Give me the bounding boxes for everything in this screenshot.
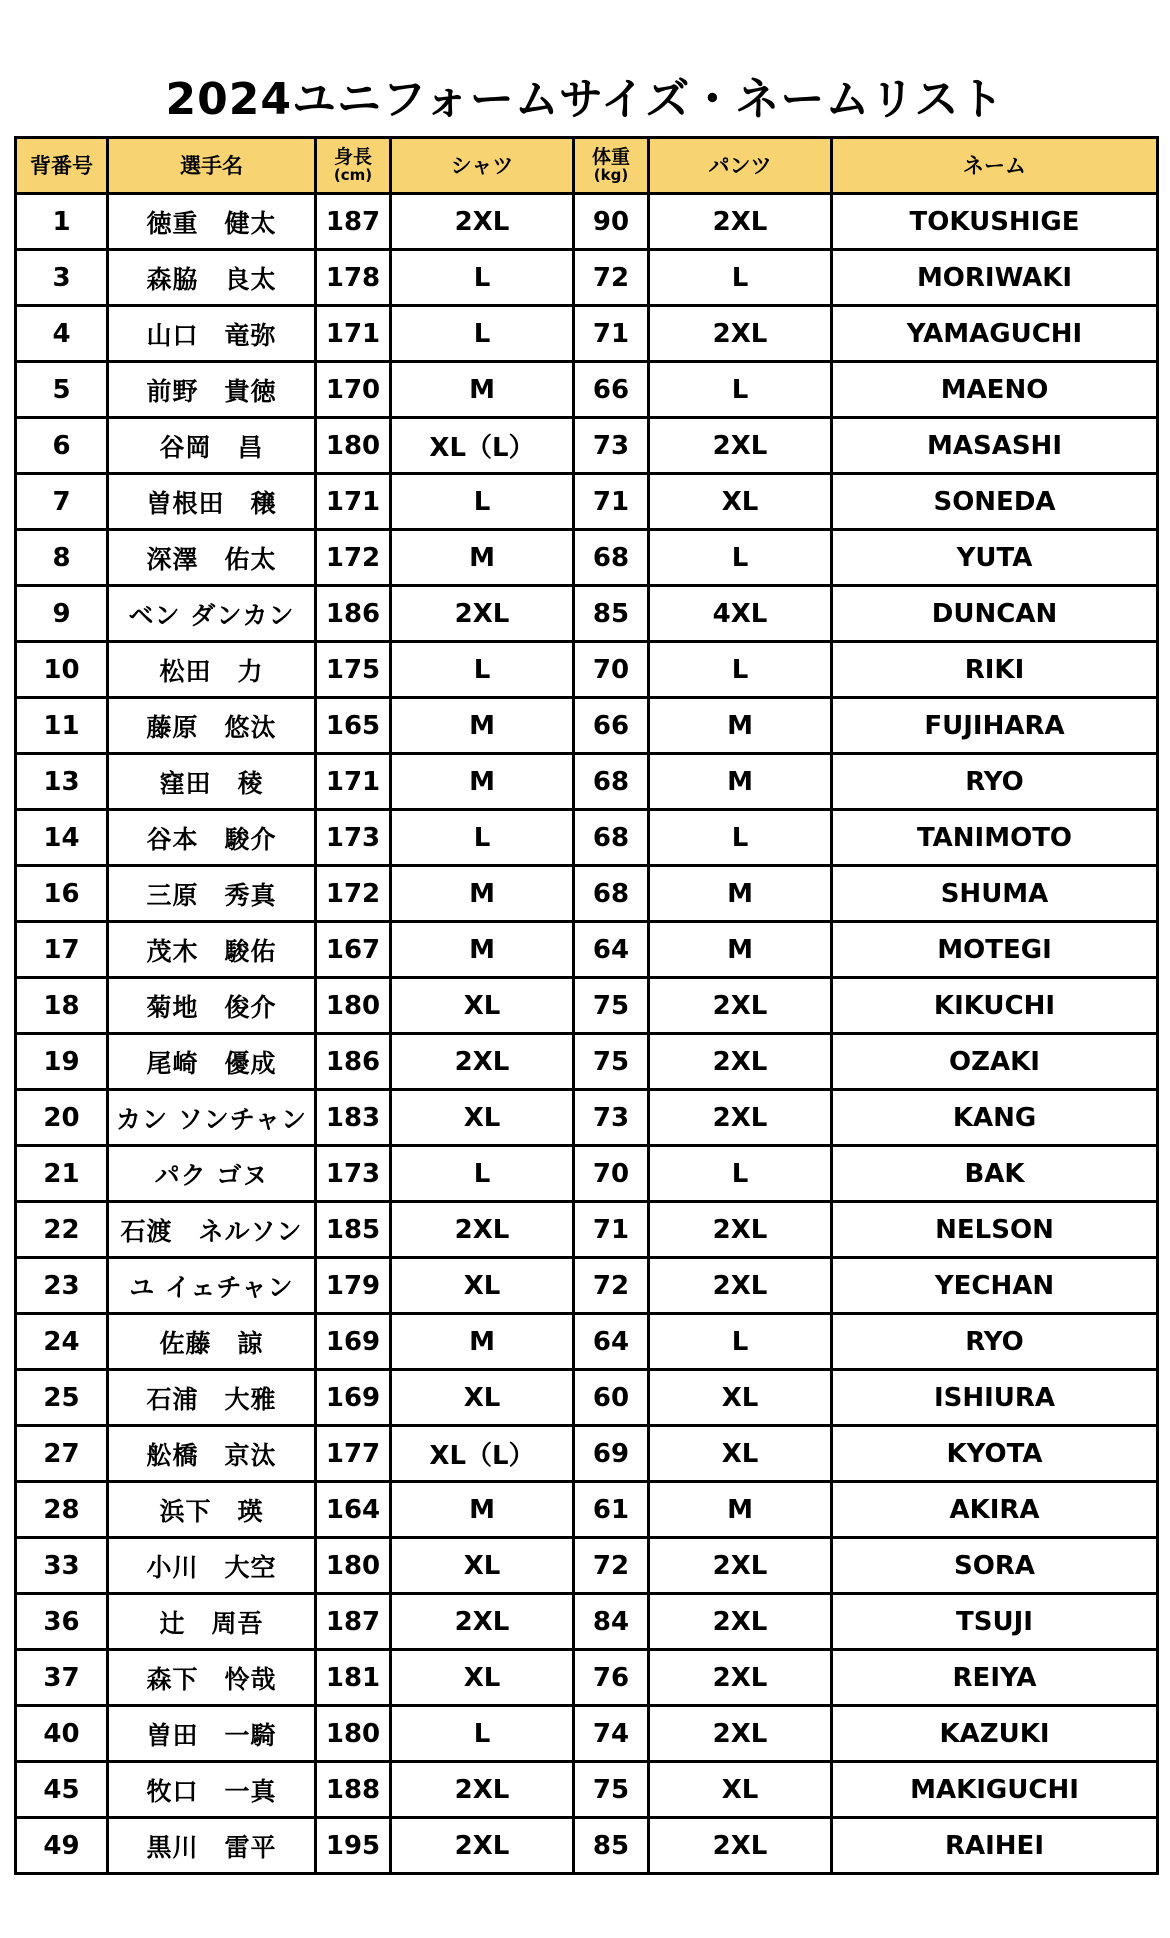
cell-shirt-size: 2XL	[391, 1818, 574, 1874]
cell-height: 186	[316, 586, 391, 642]
cell-pants-size: 2XL	[649, 1538, 832, 1594]
cell-height: 171	[316, 306, 391, 362]
table-row	[16, 250, 1158, 306]
cell-shirt-size: M	[391, 1482, 574, 1538]
cell-height: 185	[316, 1202, 391, 1258]
cell-player-name: 三原 秀真	[108, 866, 316, 922]
cell-shirt-size: 2XL	[391, 194, 574, 250]
cell-pants-size: 2XL	[649, 1258, 832, 1314]
cell-pants-size: 2XL	[649, 1706, 832, 1762]
table-row	[16, 362, 1158, 418]
cell-weight: 68	[574, 530, 649, 586]
cell-shirt-size: XL	[391, 1258, 574, 1314]
cell-shirt-size: M	[391, 922, 574, 978]
table-row	[16, 1426, 1158, 1482]
cell-shirt-size: XL（L）	[391, 1426, 574, 1482]
cell-pants-size: M	[649, 866, 832, 922]
cell-weight: 66	[574, 362, 649, 418]
cell-pants-size: 2XL	[649, 978, 832, 1034]
cell-player-name: 菊地 俊介	[108, 978, 316, 1034]
header-weight-label: 体重	[591, 146, 630, 168]
cell-height: 186	[316, 1034, 391, 1090]
cell-uniform-name: KYOTA	[832, 1426, 1158, 1482]
cell-weight: 64	[574, 922, 649, 978]
cell-number: 33	[16, 1538, 108, 1594]
cell-uniform-name: BAK	[832, 1146, 1158, 1202]
table-row	[16, 922, 1158, 978]
cell-height: 195	[316, 1818, 391, 1874]
cell-weight: 69	[574, 1426, 649, 1482]
cell-pants-size: 2XL	[649, 1090, 832, 1146]
header-weight-unit: (kg)	[593, 166, 629, 184]
cell-height: 180	[316, 418, 391, 474]
cell-weight: 76	[574, 1650, 649, 1706]
cell-shirt-size: M	[391, 754, 574, 810]
cell-pants-size: M	[649, 1482, 832, 1538]
cell-weight: 74	[574, 1706, 649, 1762]
cell-pants-size: M	[649, 922, 832, 978]
cell-player-name: 佐藤 諒	[108, 1314, 316, 1370]
cell-pants-size: 2XL	[649, 418, 832, 474]
header-name: ネーム	[832, 138, 1158, 194]
cell-uniform-name: KIKUCHI	[832, 978, 1158, 1034]
cell-shirt-size: M	[391, 866, 574, 922]
cell-weight: 75	[574, 1034, 649, 1090]
cell-uniform-name: RAIHEI	[832, 1818, 1158, 1874]
cell-player-name: 石浦 大雅	[108, 1370, 316, 1426]
cell-shirt-size: M	[391, 530, 574, 586]
cell-uniform-name: ISHIURA	[832, 1370, 1158, 1426]
cell-weight: 72	[574, 1538, 649, 1594]
cell-number: 11	[16, 698, 108, 754]
cell-uniform-name: OZAKI	[832, 1034, 1158, 1090]
cell-uniform-name: MOTEGI	[832, 922, 1158, 978]
cell-uniform-name: RIKI	[832, 642, 1158, 698]
table-row	[16, 1090, 1158, 1146]
cell-player-name: 谷本 駿介	[108, 810, 316, 866]
cell-shirt-size: XL	[391, 978, 574, 1034]
cell-pants-size: 2XL	[649, 1034, 832, 1090]
cell-uniform-name: AKIRA	[832, 1482, 1158, 1538]
table-row	[16, 1594, 1158, 1650]
cell-shirt-size: M	[391, 698, 574, 754]
cell-number: 4	[16, 306, 108, 362]
cell-number: 36	[16, 1594, 108, 1650]
header-shirt: シャツ	[391, 138, 574, 194]
cell-uniform-name: KAZUKI	[832, 1706, 1158, 1762]
cell-height: 172	[316, 530, 391, 586]
cell-weight: 72	[574, 250, 649, 306]
cell-height: 164	[316, 1482, 391, 1538]
cell-shirt-size: 2XL	[391, 586, 574, 642]
table-row	[16, 1314, 1158, 1370]
table-row	[16, 1650, 1158, 1706]
cell-number: 45	[16, 1762, 108, 1818]
cell-number: 7	[16, 474, 108, 530]
table-row	[16, 1818, 1158, 1874]
cell-number: 25	[16, 1370, 108, 1426]
cell-height: 172	[316, 866, 391, 922]
cell-height: 188	[316, 1762, 391, 1818]
header-row	[16, 138, 1158, 194]
table-body	[16, 194, 1158, 1874]
cell-pants-size: L	[649, 1314, 832, 1370]
table-row	[16, 1706, 1158, 1762]
table-row	[16, 642, 1158, 698]
cell-pants-size: 2XL	[649, 1650, 832, 1706]
cell-pants-size: L	[649, 1146, 832, 1202]
cell-weight: 71	[574, 474, 649, 530]
cell-height: 165	[316, 698, 391, 754]
cell-number: 24	[16, 1314, 108, 1370]
cell-pants-size: XL	[649, 1762, 832, 1818]
cell-pants-size: XL	[649, 1426, 832, 1482]
cell-height: 183	[316, 1090, 391, 1146]
cell-pants-size: L	[649, 642, 832, 698]
cell-height: 169	[316, 1314, 391, 1370]
cell-number: 21	[16, 1146, 108, 1202]
cell-uniform-name: SHUMA	[832, 866, 1158, 922]
cell-number: 27	[16, 1426, 108, 1482]
header-number: 背番号	[16, 138, 108, 194]
cell-height: 175	[316, 642, 391, 698]
cell-height: 180	[316, 1538, 391, 1594]
cell-shirt-size: 2XL	[391, 1034, 574, 1090]
cell-uniform-name: SONEDA	[832, 474, 1158, 530]
page-title: 2024ユニフォームサイズ・ネームリスト	[165, 74, 1005, 125]
cell-uniform-name: TANIMOTO	[832, 810, 1158, 866]
cell-shirt-size: 2XL	[391, 1762, 574, 1818]
cell-number: 20	[16, 1090, 108, 1146]
cell-shirt-size: XL	[391, 1370, 574, 1426]
header-height	[316, 138, 391, 194]
cell-uniform-name: MAKIGUCHI	[832, 1762, 1158, 1818]
table-row	[16, 866, 1158, 922]
cell-shirt-size: L	[391, 642, 574, 698]
cell-player-name: ベン ダンカン	[108, 586, 316, 642]
cell-player-name: 尾崎 優成	[108, 1034, 316, 1090]
cell-number: 3	[16, 250, 108, 306]
cell-number: 13	[16, 754, 108, 810]
table-row	[16, 1146, 1158, 1202]
table-row	[16, 1538, 1158, 1594]
cell-weight: 72	[574, 1258, 649, 1314]
cell-weight: 75	[574, 1762, 649, 1818]
cell-uniform-name: TSUJI	[832, 1594, 1158, 1650]
header-height-unit: (cm)	[333, 166, 373, 184]
cell-player-name: 辻 周吾	[108, 1594, 316, 1650]
cell-weight: 68	[574, 810, 649, 866]
cell-pants-size: 2XL	[649, 1818, 832, 1874]
cell-height: 173	[316, 810, 391, 866]
table-row	[16, 1258, 1158, 1314]
table-row	[16, 978, 1158, 1034]
cell-shirt-size: XL	[391, 1090, 574, 1146]
cell-weight: 90	[574, 194, 649, 250]
cell-pants-size: 2XL	[649, 306, 832, 362]
cell-shirt-size: 2XL	[391, 1594, 574, 1650]
table-row	[16, 810, 1158, 866]
cell-number: 23	[16, 1258, 108, 1314]
table-row	[16, 306, 1158, 362]
cell-weight: 64	[574, 1314, 649, 1370]
cell-player-name: 石渡 ネルソン	[108, 1202, 316, 1258]
cell-player-name: 牧口 一真	[108, 1762, 316, 1818]
header-height-label: 身長	[333, 146, 372, 168]
cell-number: 14	[16, 810, 108, 866]
cell-number: 49	[16, 1818, 108, 1874]
cell-player-name: 曽根田 穣	[108, 474, 316, 530]
cell-height: 167	[316, 922, 391, 978]
cell-weight: 85	[574, 586, 649, 642]
cell-number: 28	[16, 1482, 108, 1538]
cell-shirt-size: L	[391, 250, 574, 306]
cell-shirt-size: M	[391, 1314, 574, 1370]
cell-number: 40	[16, 1706, 108, 1762]
cell-number: 16	[16, 866, 108, 922]
cell-uniform-name: MORIWAKI	[832, 250, 1158, 306]
cell-weight: 68	[574, 866, 649, 922]
cell-number: 22	[16, 1202, 108, 1258]
cell-player-name: 曽田 一騎	[108, 1706, 316, 1762]
cell-player-name: 窪田 稜	[108, 754, 316, 810]
cell-pants-size: M	[649, 754, 832, 810]
cell-weight: 71	[574, 1202, 649, 1258]
cell-pants-size: L	[649, 810, 832, 866]
cell-number: 37	[16, 1650, 108, 1706]
cell-player-name: 松田 力	[108, 642, 316, 698]
cell-player-name: 深澤 佑太	[108, 530, 316, 586]
cell-uniform-name: KANG	[832, 1090, 1158, 1146]
cell-player-name: 谷岡 昌	[108, 418, 316, 474]
cell-player-name: 小川 大空	[108, 1538, 316, 1594]
cell-height: 173	[316, 1146, 391, 1202]
cell-number: 17	[16, 922, 108, 978]
table-row	[16, 1762, 1158, 1818]
cell-pants-size: L	[649, 362, 832, 418]
cell-pants-size: 2XL	[649, 1202, 832, 1258]
cell-shirt-size: XL	[391, 1650, 574, 1706]
table-row	[16, 754, 1158, 810]
cell-uniform-name: RYO	[832, 754, 1158, 810]
cell-player-name: 前野 貴徳	[108, 362, 316, 418]
cell-number: 8	[16, 530, 108, 586]
cell-uniform-name: YUTA	[832, 530, 1158, 586]
cell-height: 169	[316, 1370, 391, 1426]
cell-number: 1	[16, 194, 108, 250]
cell-weight: 70	[574, 642, 649, 698]
cell-player-name: 茂木 駿佑	[108, 922, 316, 978]
header-player: 選手名	[108, 138, 316, 194]
cell-shirt-size: 2XL	[391, 1202, 574, 1258]
table-row	[16, 1482, 1158, 1538]
cell-player-name: 山口 竜弥	[108, 306, 316, 362]
cell-pants-size: 2XL	[649, 1594, 832, 1650]
cell-player-name: パク ゴヌ	[108, 1146, 316, 1202]
table-row	[16, 1202, 1158, 1258]
table-row	[16, 418, 1158, 474]
cell-pants-size: L	[649, 250, 832, 306]
cell-pants-size: L	[649, 530, 832, 586]
cell-shirt-size: XL（L）	[391, 418, 574, 474]
cell-weight: 61	[574, 1482, 649, 1538]
cell-pants-size: XL	[649, 1370, 832, 1426]
cell-uniform-name: MASASHI	[832, 418, 1158, 474]
cell-pants-size: 2XL	[649, 194, 832, 250]
cell-uniform-name: YECHAN	[832, 1258, 1158, 1314]
cell-shirt-size: L	[391, 1146, 574, 1202]
table-row	[16, 586, 1158, 642]
cell-uniform-name: DUNCAN	[832, 586, 1158, 642]
cell-height: 171	[316, 754, 391, 810]
cell-pants-size: XL	[649, 474, 832, 530]
cell-height: 187	[316, 1594, 391, 1650]
header-weight	[574, 138, 649, 194]
table-row	[16, 1370, 1158, 1426]
cell-player-name: 森脇 良太	[108, 250, 316, 306]
cell-shirt-size: L	[391, 306, 574, 362]
cell-shirt-size: L	[391, 1706, 574, 1762]
cell-uniform-name: TOKUSHIGE	[832, 194, 1158, 250]
cell-pants-size: M	[649, 698, 832, 754]
cell-number: 18	[16, 978, 108, 1034]
cell-height: 187	[316, 194, 391, 250]
cell-player-name: 舩橋 京汰	[108, 1426, 316, 1482]
cell-height: 178	[316, 250, 391, 306]
cell-uniform-name: MAENO	[832, 362, 1158, 418]
cell-player-name: ユ イェチャン	[108, 1258, 316, 1314]
cell-pants-size: 4XL	[649, 586, 832, 642]
cell-weight: 85	[574, 1818, 649, 1874]
cell-uniform-name: RYO	[832, 1314, 1158, 1370]
cell-height: 180	[316, 1706, 391, 1762]
cell-height: 171	[316, 474, 391, 530]
cell-player-name: 黒川 雷平	[108, 1818, 316, 1874]
cell-uniform-name: SORA	[832, 1538, 1158, 1594]
cell-weight: 71	[574, 306, 649, 362]
table-row	[16, 1034, 1158, 1090]
cell-number: 5	[16, 362, 108, 418]
cell-weight: 70	[574, 1146, 649, 1202]
cell-uniform-name: REIYA	[832, 1650, 1158, 1706]
cell-number: 19	[16, 1034, 108, 1090]
table-row	[16, 194, 1158, 250]
cell-height: 180	[316, 978, 391, 1034]
cell-number: 9	[16, 586, 108, 642]
cell-number: 6	[16, 418, 108, 474]
cell-shirt-size: XL	[391, 1538, 574, 1594]
cell-shirt-size: M	[391, 362, 574, 418]
cell-uniform-name: NELSON	[832, 1202, 1158, 1258]
cell-player-name: 徳重 健太	[108, 194, 316, 250]
cell-uniform-name: FUJIHARA	[832, 698, 1158, 754]
table-row	[16, 698, 1158, 754]
cell-shirt-size: L	[391, 474, 574, 530]
cell-weight: 60	[574, 1370, 649, 1426]
cell-height: 170	[316, 362, 391, 418]
cell-weight: 68	[574, 754, 649, 810]
cell-player-name: カン ソンチャン	[108, 1090, 316, 1146]
cell-weight: 66	[574, 698, 649, 754]
cell-weight: 73	[574, 1090, 649, 1146]
cell-player-name: 森下 怜哉	[108, 1650, 316, 1706]
uniform-size-table	[14, 136, 1159, 1875]
cell-player-name: 藤原 悠汰	[108, 698, 316, 754]
cell-weight: 75	[574, 978, 649, 1034]
cell-height: 179	[316, 1258, 391, 1314]
table-row	[16, 530, 1158, 586]
cell-height: 177	[316, 1426, 391, 1482]
cell-player-name: 浜下 瑛	[108, 1482, 316, 1538]
table-row	[16, 474, 1158, 530]
cell-weight: 73	[574, 418, 649, 474]
cell-height: 181	[316, 1650, 391, 1706]
cell-shirt-size: L	[391, 810, 574, 866]
cell-weight: 84	[574, 1594, 649, 1650]
cell-uniform-name: YAMAGUCHI	[832, 306, 1158, 362]
cell-number: 10	[16, 642, 108, 698]
header-pants: パンツ	[649, 138, 832, 194]
